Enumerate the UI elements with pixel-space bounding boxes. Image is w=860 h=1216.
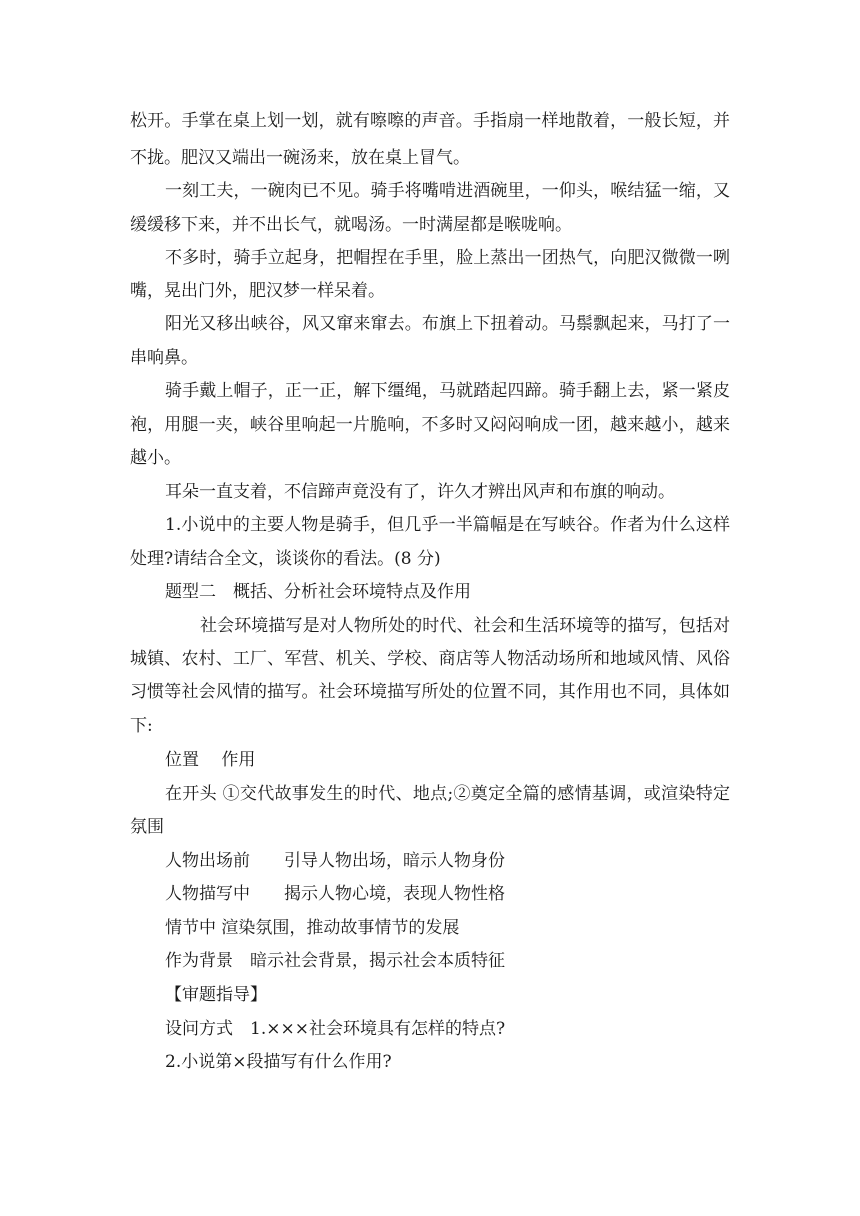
- section-heading: 【审题指导】: [165, 985, 267, 1005]
- table-row: 人物出场前 引导人物出场，暗示人物身份: [165, 851, 505, 871]
- section-heading: 题型二 概括、分析社会环境特点及作用: [165, 582, 471, 602]
- text-line: 设问方式 1.×××社会环境具有怎样的特点?: [165, 1019, 506, 1039]
- table-row: 情节中 渲染氛围，推动故事情节的发展: [165, 918, 460, 938]
- table-row: 作为背景 暗示社会背景，揭示社会本质特征: [165, 951, 505, 971]
- table-row: 在开头 ①交代故事发生的时代、地点;②奠定全篇的感情基调，或渲染特定: [165, 784, 730, 804]
- text-line: 城镇、农村、工厂、军营、机关、学校、商店等人物活动场所和地域风情、风俗: [130, 649, 730, 669]
- text-line: 串响鼻。: [130, 348, 198, 368]
- text-line: 处理?请结合全文，谈谈你的看法。(8 分): [130, 549, 441, 569]
- text-line: 袍，用腿一夹，峡谷里响起一片脆响，不多时又闷闷响成一团，越来越小，越来: [130, 415, 730, 435]
- text-line: 骑手戴上帽子，正一正，解下缰绳，马就踏起四蹄。骑手翻上去，紧一紧皮: [165, 381, 730, 401]
- text-line: 1.小说中的主要人物是骑手，但几乎一半篇幅是在写峡谷。作者为什么这样: [165, 515, 730, 535]
- table-row: 氛围: [130, 817, 164, 837]
- text-line: 习惯等社会风情的描写。社会环境描写所处的位置不同，其作用也不同，具体如: [130, 682, 730, 702]
- table-row: 人物描写中 揭示人物心境，表现人物性格: [165, 884, 505, 904]
- text-line: 不拢。肥汉又端出一碗汤来，放在桌上冒气。: [130, 148, 470, 168]
- text-line: 缓缓移下来，并不出长气，就喝汤。一时满屋都是喉咙响。: [130, 215, 572, 235]
- text-line: 越小。: [130, 448, 181, 468]
- table-header: 位置 作用: [165, 750, 256, 770]
- text-line: 嘴，晃出门外，肥汉梦一样呆着。: [130, 281, 385, 301]
- text-line: 松开。手掌在桌上划一划，就有嚓嚓的声音。手指扇一样地散着，一般长短，并: [130, 111, 730, 131]
- text-line: 2.小说第×段描写有什么作用?: [165, 1052, 392, 1072]
- text-line: 耳朵一直支着，不信蹄声竟没有了，许久才辨出风声和布旗的响动。: [165, 482, 675, 502]
- text-line: 不多时，骑手立起身，把帽捏在手里，脸上蒸出一团热气，向肥汉微微一咧: [165, 248, 730, 268]
- text-line: 下:: [130, 716, 153, 736]
- text-line: 一刻工夫，一碗肉已不见。骑手将嘴啃进酒碗里，一仰头，喉结猛一缩，又: [165, 181, 730, 201]
- text-line: 社会环境描写是对人物所处的时代、社会和生活环境等的描写，包括对: [200, 616, 730, 636]
- text-line: 阳光又移出峡谷，风又窜来窜去。布旗上下扭着动。马鬃飘起来，马打了一: [165, 314, 730, 334]
